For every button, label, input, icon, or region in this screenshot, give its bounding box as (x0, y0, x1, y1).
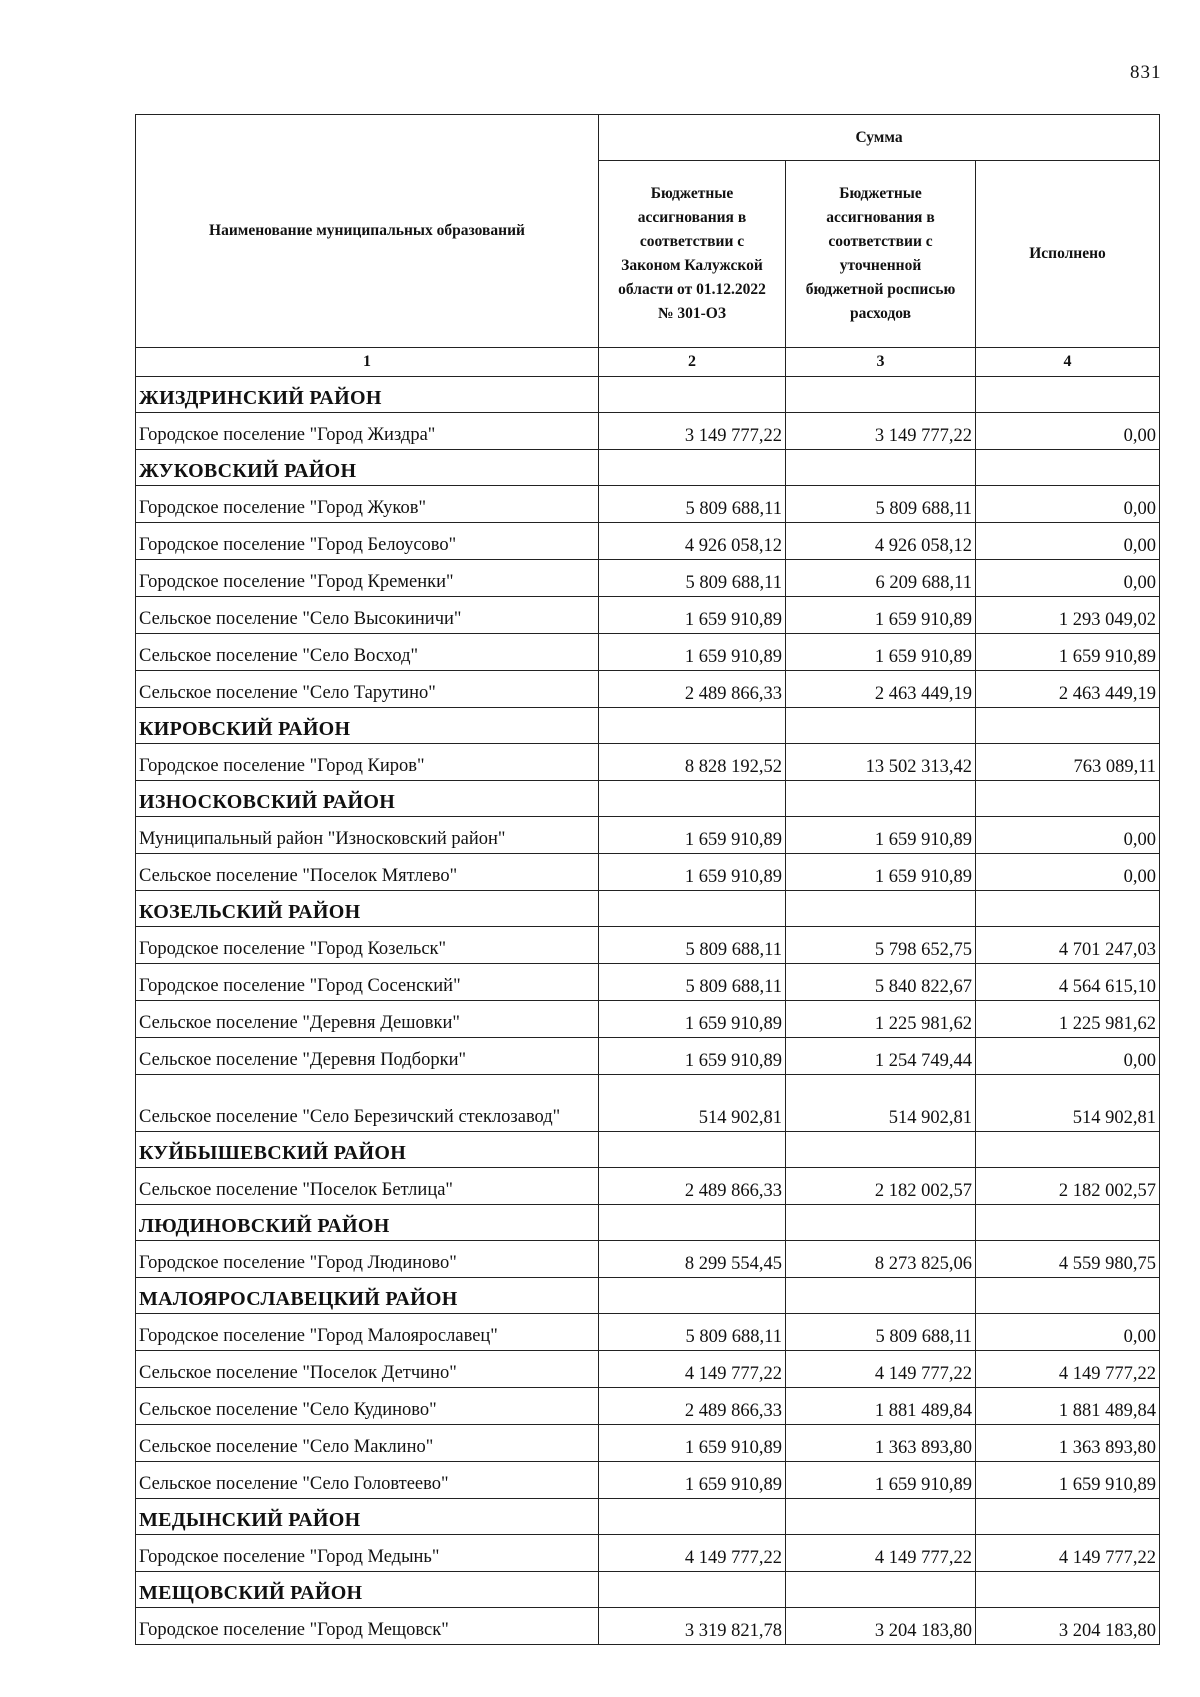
table-row (136, 560, 1160, 597)
empty-cell (599, 1132, 786, 1168)
header-col4: Исполнено (976, 161, 1160, 348)
amount-refined: 5 809 688,11 (786, 1314, 976, 1351)
amount-executed: 0,00 (976, 854, 1160, 891)
empty-cell (976, 1132, 1160, 1168)
amount-law: 5 809 688,11 (599, 560, 786, 597)
table-row (136, 523, 1160, 560)
amount-executed: 0,00 (976, 1038, 1160, 1075)
district-name: ЖИЗДРИНСКИЙ РАЙОН (136, 377, 599, 413)
amount-law: 4 149 777,22 (599, 1351, 786, 1388)
municipality-name: Сельское поселение "Село Высокиничи" (136, 597, 599, 634)
district-name: МЕЩОВСКИЙ РАЙОН (136, 1572, 599, 1608)
budget-table (135, 114, 1160, 1645)
table-row (136, 1425, 1160, 1462)
district-name: МЕДЫНСКИЙ РАЙОН (136, 1499, 599, 1535)
amount-executed: 0,00 (976, 817, 1160, 854)
empty-cell (786, 377, 976, 413)
empty-cell (599, 450, 786, 486)
municipality-name: Городское поселение "Город Козельск" (136, 927, 599, 964)
municipality-name: Муниципальный район "Износковский район" (136, 817, 599, 854)
column-number: 1 (136, 348, 599, 377)
table-body (136, 377, 1160, 1645)
empty-cell (786, 1278, 976, 1314)
empty-cell (599, 708, 786, 744)
column-number: 3 (786, 348, 976, 377)
table-row (136, 927, 1160, 964)
district-name: ИЗНОСКОВСКИЙ РАЙОН (136, 781, 599, 817)
amount-refined: 1 659 910,89 (786, 1462, 976, 1499)
empty-cell (599, 1572, 786, 1608)
amount-executed: 4 149 777,22 (976, 1351, 1160, 1388)
municipality-name: Городское поселение "Город Жиздра" (136, 413, 599, 450)
amount-executed: 1 293 049,02 (976, 597, 1160, 634)
district-row (136, 781, 1160, 817)
amount-law: 5 809 688,11 (599, 486, 786, 523)
amount-law: 3 149 777,22 (599, 413, 786, 450)
municipality-name: Сельское поселение "Село Маклино" (136, 1425, 599, 1462)
amount-executed: 0,00 (976, 523, 1160, 560)
municipality-name: Сельское поселение "Село Кудиново" (136, 1388, 599, 1425)
amount-law: 1 659 910,89 (599, 634, 786, 671)
amount-refined: 3 149 777,22 (786, 413, 976, 450)
district-row (136, 708, 1160, 744)
amount-refined: 13 502 313,42 (786, 744, 976, 781)
empty-cell (599, 891, 786, 927)
empty-cell (976, 1499, 1160, 1535)
district-name: КУЙБЫШЕВСКИЙ РАЙОН (136, 1132, 599, 1168)
district-row (136, 377, 1160, 413)
amount-refined: 1 659 910,89 (786, 597, 976, 634)
column-numbers-row (136, 348, 1160, 377)
empty-cell (599, 1499, 786, 1535)
municipality-name: Сельское поселение "Деревня Дешовки" (136, 1001, 599, 1038)
amount-refined: 1 881 489,84 (786, 1388, 976, 1425)
table-row (136, 1351, 1160, 1388)
amount-executed: 0,00 (976, 1314, 1160, 1351)
district-name: ЛЮДИНОВСКИЙ РАЙОН (136, 1205, 599, 1241)
municipality-name: Сельское поселение "Село Восход" (136, 634, 599, 671)
amount-refined: 1 659 910,89 (786, 854, 976, 891)
amount-law: 5 809 688,11 (599, 964, 786, 1001)
empty-cell (786, 1132, 976, 1168)
table-row (136, 1388, 1160, 1425)
amount-refined: 1 225 981,62 (786, 1001, 976, 1038)
municipality-name: Сельское поселение "Поселок Мятлево" (136, 854, 599, 891)
amount-refined: 3 204 183,80 (786, 1608, 976, 1645)
amount-law: 514 902,81 (599, 1075, 786, 1132)
amount-law: 4 926 058,12 (599, 523, 786, 560)
district-row (136, 1572, 1160, 1608)
header-name-column: Наименование муниципальных образований (136, 115, 599, 348)
header-col2: Бюджетные ассигнования в соответствии с Законом Калужской области от 01.12.2022 № 301-ОЗ (599, 161, 786, 348)
amount-refined: 2 463 449,19 (786, 671, 976, 708)
empty-cell (599, 1278, 786, 1314)
empty-cell (976, 891, 1160, 927)
municipality-name: Сельское поселение "Деревня Подборки" (136, 1038, 599, 1075)
amount-executed: 4 701 247,03 (976, 927, 1160, 964)
amount-executed: 1 363 893,80 (976, 1425, 1160, 1462)
municipality-name: Городское поселение "Город Медынь" (136, 1535, 599, 1572)
amount-law: 8 299 554,45 (599, 1241, 786, 1278)
amount-executed: 2 182 002,57 (976, 1168, 1160, 1205)
amount-law: 2 489 866,33 (599, 1168, 786, 1205)
table-row (136, 486, 1160, 523)
amount-law: 1 659 910,89 (599, 1462, 786, 1499)
empty-cell (976, 781, 1160, 817)
empty-cell (976, 450, 1160, 486)
amount-refined: 6 209 688,11 (786, 560, 976, 597)
municipality-name: Сельское поселение "Село Березичский стеклозавод" (136, 1075, 599, 1132)
amount-refined: 5 840 822,67 (786, 964, 976, 1001)
amount-executed: 3 204 183,80 (976, 1608, 1160, 1645)
table-row (136, 817, 1160, 854)
empty-cell (599, 377, 786, 413)
amount-refined: 4 149 777,22 (786, 1535, 976, 1572)
amount-executed: 1 225 981,62 (976, 1001, 1160, 1038)
table-row (136, 634, 1160, 671)
amount-law: 4 149 777,22 (599, 1535, 786, 1572)
empty-cell (786, 1205, 976, 1241)
amount-law: 2 489 866,33 (599, 1388, 786, 1425)
district-name: КОЗЕЛЬСКИЙ РАЙОН (136, 891, 599, 927)
amount-refined: 5 809 688,11 (786, 486, 976, 523)
table-row (136, 744, 1160, 781)
empty-cell (976, 708, 1160, 744)
district-row (136, 1132, 1160, 1168)
empty-cell (599, 781, 786, 817)
municipality-name: Сельское поселение "Село Головтеево" (136, 1462, 599, 1499)
table-row (136, 597, 1160, 634)
amount-executed: 4 149 777,22 (976, 1535, 1160, 1572)
amount-refined: 514 902,81 (786, 1075, 976, 1132)
district-name: КИРОВСКИЙ РАЙОН (136, 708, 599, 744)
municipality-name: Городское поселение "Город Малоярославец" (136, 1314, 599, 1351)
amount-executed: 514 902,81 (976, 1075, 1160, 1132)
municipality-name: Городское поселение "Город Кременки" (136, 560, 599, 597)
table-row (136, 1001, 1160, 1038)
amount-law: 1 659 910,89 (599, 1038, 786, 1075)
amount-refined: 5 798 652,75 (786, 927, 976, 964)
table-row (136, 964, 1160, 1001)
table-header (136, 115, 1160, 377)
district-name: МАЛОЯРОСЛАВЕЦКИЙ РАЙОН (136, 1278, 599, 1314)
column-number: 2 (599, 348, 786, 377)
amount-executed: 4 559 980,75 (976, 1241, 1160, 1278)
amount-law: 1 659 910,89 (599, 854, 786, 891)
amount-law: 1 659 910,89 (599, 1425, 786, 1462)
empty-cell (786, 891, 976, 927)
table-row (136, 1462, 1160, 1499)
municipality-name: Сельское поселение "Поселок Бетлица" (136, 1168, 599, 1205)
amount-executed: 0,00 (976, 486, 1160, 523)
amount-refined: 1 659 910,89 (786, 817, 976, 854)
amount-executed: 0,00 (976, 560, 1160, 597)
amount-refined: 8 273 825,06 (786, 1241, 976, 1278)
table-row (136, 413, 1160, 450)
district-row (136, 1499, 1160, 1535)
empty-cell (786, 781, 976, 817)
municipality-name: Городское поселение "Город Жуков" (136, 486, 599, 523)
header-sum-group: Сумма (599, 115, 1160, 161)
table-row (136, 1168, 1160, 1205)
amount-law: 3 319 821,78 (599, 1608, 786, 1645)
table-row (136, 1535, 1160, 1572)
amount-law: 1 659 910,89 (599, 817, 786, 854)
amount-executed: 763 089,11 (976, 744, 1160, 781)
empty-cell (786, 708, 976, 744)
amount-refined: 2 182 002,57 (786, 1168, 976, 1205)
municipality-name: Городское поселение "Город Мещовск" (136, 1608, 599, 1645)
district-name: ЖУКОВСКИЙ РАЙОН (136, 450, 599, 486)
amount-refined: 1 363 893,80 (786, 1425, 976, 1462)
table-row (136, 1075, 1160, 1132)
municipality-name: Городское поселение "Город Киров" (136, 744, 599, 781)
column-number: 4 (976, 348, 1160, 377)
empty-cell (786, 1572, 976, 1608)
table-row (136, 1241, 1160, 1278)
amount-executed: 0,00 (976, 413, 1160, 450)
empty-cell (976, 1205, 1160, 1241)
amount-refined: 1 254 749,44 (786, 1038, 976, 1075)
empty-cell (786, 450, 976, 486)
district-row (136, 891, 1160, 927)
amount-executed: 4 564 615,10 (976, 964, 1160, 1001)
amount-refined: 1 659 910,89 (786, 634, 976, 671)
amount-executed: 1 659 910,89 (976, 634, 1160, 671)
municipality-name: Городское поселение "Город Белоусово" (136, 523, 599, 560)
district-row (136, 1205, 1160, 1241)
table-row (136, 854, 1160, 891)
amount-executed: 2 463 449,19 (976, 671, 1160, 708)
municipality-name: Сельское поселение "Поселок Детчино" (136, 1351, 599, 1388)
empty-cell (976, 1572, 1160, 1608)
empty-cell (976, 1278, 1160, 1314)
amount-law: 2 489 866,33 (599, 671, 786, 708)
amount-executed: 1 881 489,84 (976, 1388, 1160, 1425)
municipality-name: Городское поселение "Город Сосенский" (136, 964, 599, 1001)
table-row (136, 671, 1160, 708)
empty-cell (599, 1205, 786, 1241)
amount-executed: 1 659 910,89 (976, 1462, 1160, 1499)
table-row (136, 1608, 1160, 1645)
amount-law: 8 828 192,52 (599, 744, 786, 781)
district-row (136, 450, 1160, 486)
amount-law: 1 659 910,89 (599, 597, 786, 634)
municipality-name: Городское поселение "Город Людиново" (136, 1241, 599, 1278)
page-number: 831 (1130, 62, 1162, 83)
empty-cell (786, 1499, 976, 1535)
amount-refined: 4 926 058,12 (786, 523, 976, 560)
amount-law: 5 809 688,11 (599, 927, 786, 964)
table-row (136, 1314, 1160, 1351)
table-row (136, 1038, 1160, 1075)
amount-law: 5 809 688,11 (599, 1314, 786, 1351)
amount-refined: 4 149 777,22 (786, 1351, 976, 1388)
empty-cell (976, 377, 1160, 413)
district-row (136, 1278, 1160, 1314)
municipality-name: Сельское поселение "Село Тарутино" (136, 671, 599, 708)
amount-law: 1 659 910,89 (599, 1001, 786, 1038)
header-col3: Бюджетные ассигнования в соответствии с уточненной бюджетной росписью расходов (786, 161, 976, 348)
